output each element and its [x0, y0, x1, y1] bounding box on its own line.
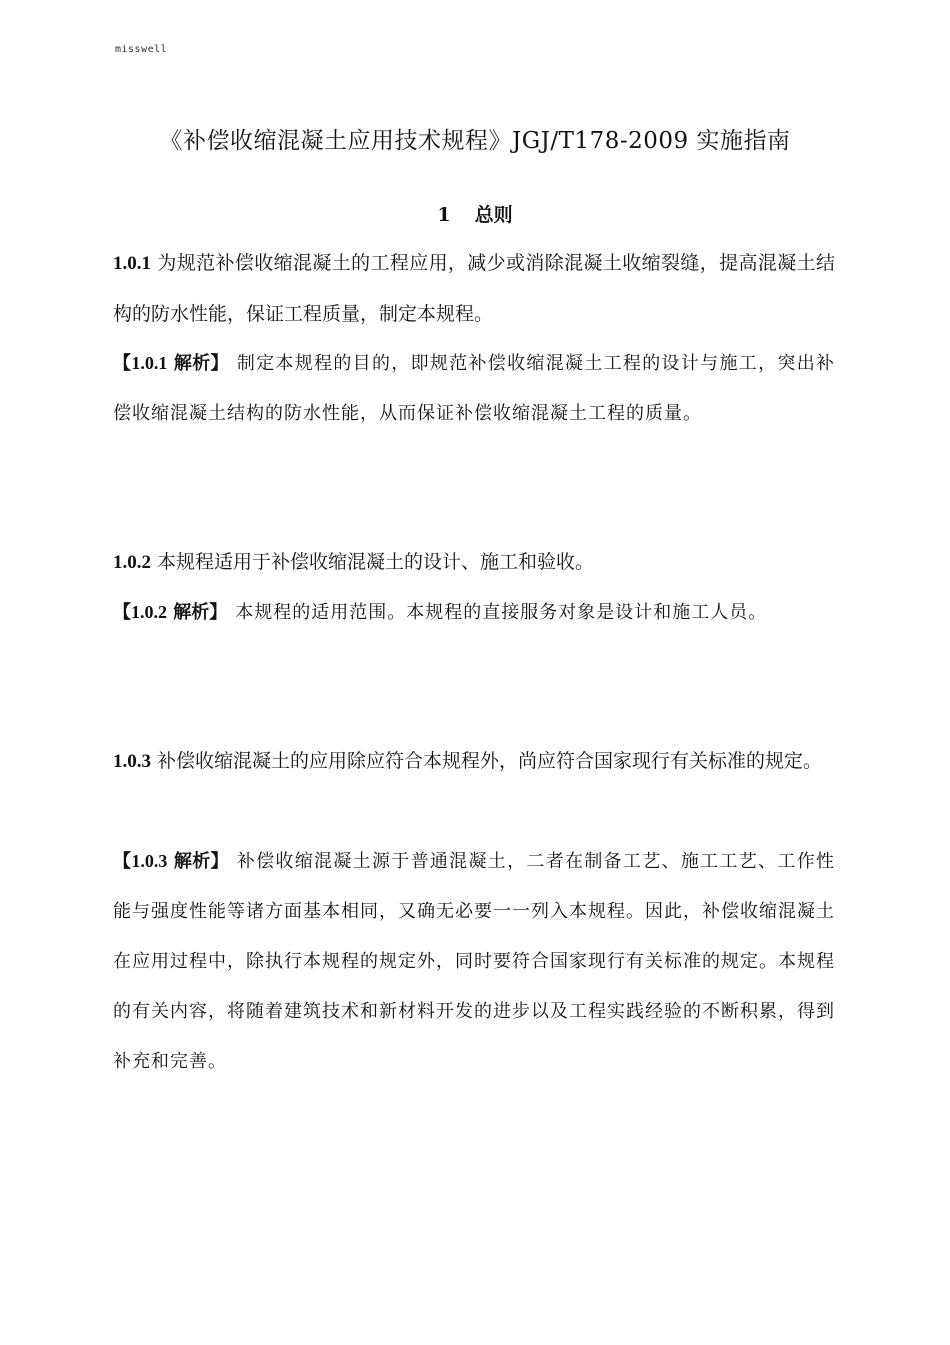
clause-1-0-3 — [113, 736, 835, 787]
clause-text: 为规范补偿收缩混凝土的工程应用，减少或消除混凝土收缩裂缝，提高混凝土结构的防水性能，保证工程质量，制定本规程。 — [113, 252, 835, 325]
analysis-tag — [113, 353, 229, 374]
clause-1-0-1 — [113, 238, 835, 339]
analysis-open-bracket: 【 — [113, 602, 131, 623]
document-title: 《补偿收缩混凝土应用技术规程》JGJ/T178-2009 实施指南 — [159, 128, 791, 154]
header-watermark: misswell — [115, 44, 168, 55]
chapter-heading — [0, 200, 950, 227]
analysis-label: 解析】 — [173, 851, 229, 872]
chapter-title: 总则 — [474, 204, 513, 226]
analysis-1-0-2 — [113, 587, 835, 638]
analysis-tag — [113, 851, 229, 872]
analysis-number: 1.0.2 — [131, 602, 167, 622]
analysis-label: 解析】 — [173, 353, 229, 374]
analysis-tag — [113, 602, 227, 623]
chapter-number: 1 — [437, 204, 451, 226]
analysis-1-0-3 — [113, 836, 835, 1087]
clause-1-0-2 — [113, 537, 835, 588]
analysis-text: 制定本规程的目的，即规范补偿收缩混凝土工程的设计与施工，突出补偿收缩混凝土结构的防水性能，从而保证补偿收缩混凝土工程的质量。 — [113, 353, 835, 424]
analysis-text: 补偿收缩混凝土源于普通混凝土，二者在制备工艺、施工工艺、工作性能与强度性能等诸方面基本相同，又确无必要一一列入本规程。因此，补偿收缩混凝土在应用过程中，除执行本规程的规定外，同时要符合国家现行有关标准的规定。本规程的有关内容，将随着建筑技术和新材料开发的进步以及工程实践经验的不断积累，得到补充和完善。 — [113, 851, 835, 1072]
analysis-open-bracket: 【 — [113, 353, 132, 374]
analysis-number: 1.0.3 — [131, 851, 168, 871]
analysis-number: 1.0.1 — [131, 353, 168, 373]
analysis-1-0-1 — [113, 338, 835, 439]
analysis-text: 本规程的适用范围。本规程的直接服务对象是设计和施工人员。 — [235, 602, 768, 623]
clause-number: 1.0.1 — [113, 253, 151, 274]
clause-text: 补偿收缩混凝土的应用除应符合本规程外，尚应符合国家现行有关标准的规定。 — [157, 750, 823, 772]
clause-number: 1.0.3 — [113, 751, 151, 772]
clause-text: 本规程适用于补偿收缩混凝土的设计、施工和验收。 — [157, 551, 595, 573]
analysis-label: 解析】 — [173, 602, 228, 623]
analysis-open-bracket: 【 — [113, 851, 132, 872]
clause-number: 1.0.2 — [113, 552, 151, 573]
